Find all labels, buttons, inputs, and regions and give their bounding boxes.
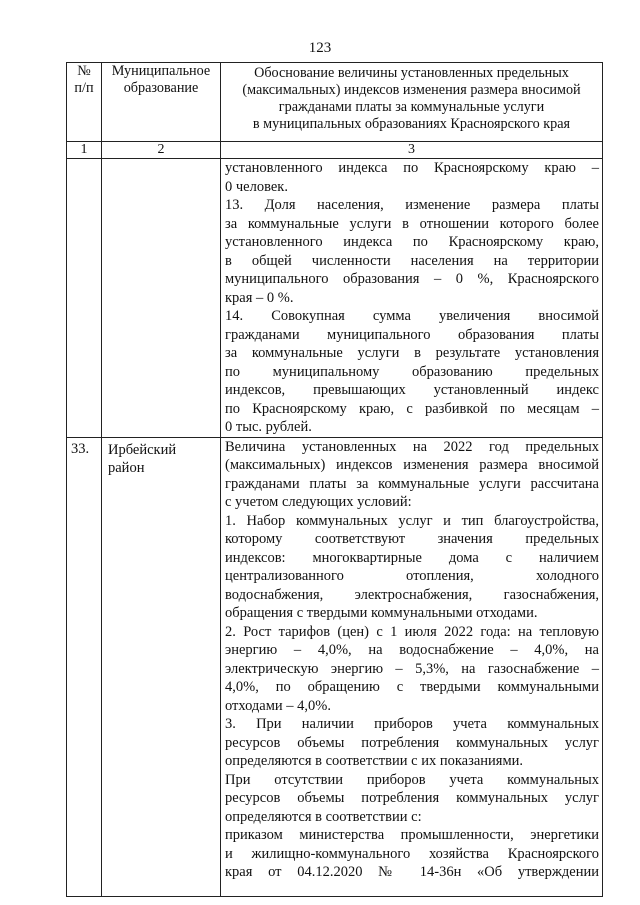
row-number — [67, 159, 102, 438]
rationale-cell — [221, 159, 603, 438]
text-line: централизованного отопления, холодного — [225, 568, 599, 584]
text-line: и жилищно-коммунального хозяйства Красноярского — [225, 845, 599, 862]
text-line: 0 тыс. рублей. — [225, 419, 312, 435]
text-line: индексов, превышающих установленный индекс — [225, 382, 599, 398]
text-line: за коммунальные услуги в отношении которого более — [225, 215, 599, 232]
text-line: края от 04.12.2020 № 14-36н «Об утверждении — [225, 864, 599, 880]
text-line: края – 0 %. — [225, 289, 294, 306]
text-line: ресурсов объемы потребления коммунальных услуг — [225, 734, 599, 751]
text-line: водоснабжения, электроснабжения, газоснабжения, — [225, 586, 599, 603]
text-line: 1. Набор коммунальных услуг и тип благоустройства, — [225, 512, 599, 529]
header-municipality: Муниципальное образование — [102, 63, 221, 142]
text-line: электрическую энергию – 5,3%, на газоснабжение – — [225, 660, 599, 677]
text-line: энергию – 4,0%, на водоснабжение – 4,0%, на — [225, 642, 599, 658]
text-line: 4,0%, по обращению с твердыми коммунальными — [225, 679, 599, 695]
table-row — [67, 437, 603, 896]
text-line: которому соответствуют значения предельных — [225, 531, 599, 547]
text-line: 13. Доля населения, изменение размера платы — [225, 197, 599, 213]
text-line: отходами – 4,0%. — [225, 697, 332, 714]
text-line: ресурсов объемы потребления коммунальных услуг — [225, 790, 599, 806]
municipality-cell — [102, 159, 221, 438]
rationale-cell — [221, 437, 603, 896]
text-line: установленного индекса по Красноярскому краю – — [225, 160, 599, 176]
table-row — [67, 159, 603, 438]
column-number: 2 — [102, 142, 221, 159]
text-line: гражданами муниципального образования платы — [225, 326, 599, 343]
text-line: 0 человек. — [225, 178, 288, 195]
text-line: по Красноярскому краю, с разбивкой по месяцам – — [225, 400, 599, 417]
text-line: приказом министерства промышленности, энергетики — [225, 827, 599, 843]
column-number: 1 — [67, 142, 102, 159]
text-line: по муниципальному образованию предельных — [225, 363, 599, 380]
rationale-table — [66, 62, 603, 897]
header-rationale: Обоснование величины установленных предельных (максимальных) индексов изменения размера вносимой гражданами платы за коммунальные услуги в муниципальных образованиях Красноярского края — [221, 63, 603, 142]
text-line: в общей численности населения на территории — [225, 252, 599, 269]
text-line: с учетом следующих условий: — [225, 494, 412, 510]
text-line: 3. При наличии приборов учета коммунальных — [225, 716, 599, 732]
text-line: (максимальных) индексов изменения размера вносимой — [225, 457, 599, 473]
text-line: муниципального образования – 0 %, Красноярского — [225, 271, 599, 287]
header-row — [67, 63, 603, 142]
header-number: № п/п — [67, 63, 102, 142]
text-line: 2. Рост тарифов (цен) с 1 июля 2022 года: на тепловую — [225, 623, 599, 640]
text-line: определяются в соответствии с: — [225, 808, 422, 825]
page-number: 123 — [308, 40, 332, 56]
text-line: за коммунальные услуги в результате установления — [225, 345, 599, 361]
text-line: определяются в соответствии с их показаниями. — [225, 753, 524, 769]
text-line: обращения с твердыми коммунальными отходами. — [225, 605, 538, 621]
text-line: индексов: многоквартирные дома с наличием — [225, 549, 599, 566]
text-line: установленного индекса по Красноярскому краю, — [225, 234, 599, 250]
text-line: 14. Совокупная сумма увеличения вносимой — [225, 308, 599, 324]
text-line: гражданами платы за коммунальные услуги рассчитана — [225, 475, 599, 492]
text-line: Величина установленных на 2022 год предельных — [225, 438, 599, 455]
column-number: 3 — [221, 142, 603, 159]
municipality-cell: Ирбейский район — [102, 437, 221, 896]
row-number: 33. — [67, 437, 102, 896]
text-line: При отсутствии приборов учета коммунальных — [225, 771, 599, 788]
column-number-row — [67, 142, 603, 159]
